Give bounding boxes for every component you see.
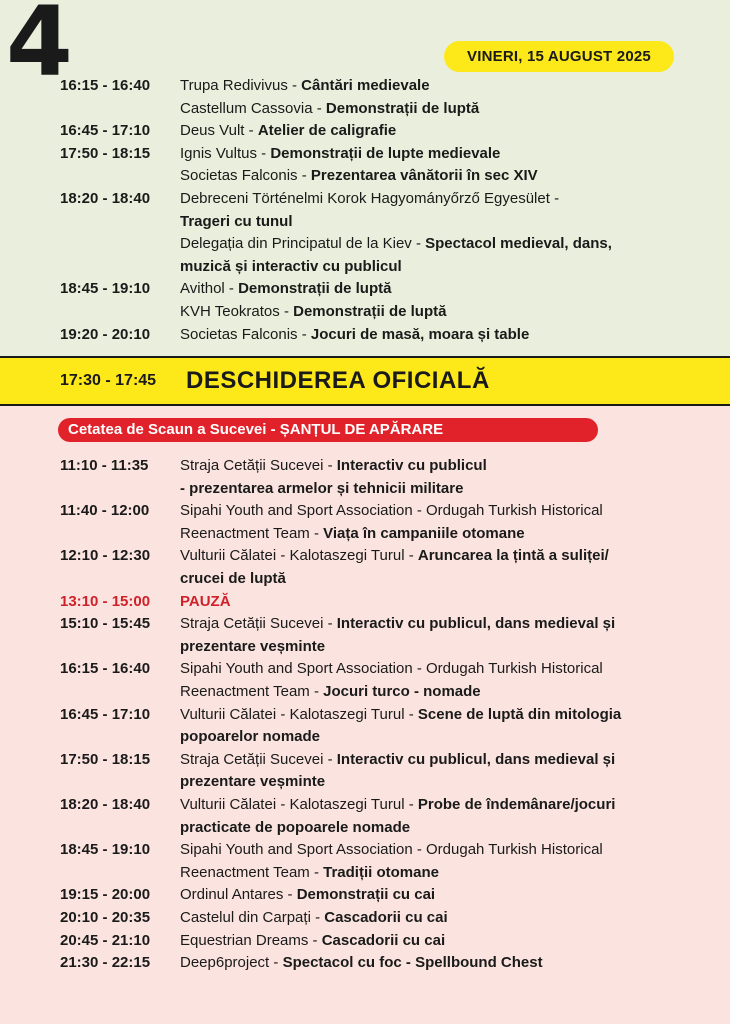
group-name: Castellum Cassovia - <box>180 99 326 117</box>
schedule-row <box>0 455 730 477</box>
group-name: Societas Falconis - <box>180 167 311 185</box>
schedule-activity <box>180 165 538 187</box>
schedule-time: 11:10 - 11:35 <box>60 457 149 474</box>
schedule-activity <box>180 681 481 703</box>
schedule-time: 20:45 - 21:10 <box>60 931 151 949</box>
activity-title: prezentare veșminte <box>180 773 326 791</box>
activity-title: Atelier de caligrafie <box>257 122 397 140</box>
schedule-activity <box>180 568 286 590</box>
schedule-activity <box>180 256 402 278</box>
schedule-row <box>0 749 730 771</box>
schedule-time: 15:10 - 15:45 <box>60 615 151 633</box>
schedule-row <box>0 301 730 323</box>
activity-title: Demonstrații de luptă <box>325 99 480 117</box>
activity-title: Trageri cu tunul <box>180 212 293 230</box>
schedule-row <box>0 794 730 816</box>
activity-title: Interactiv cu publicul, dans medieval și <box>336 750 616 768</box>
schedule-row <box>0 771 730 793</box>
group-name: Castelul din Carpați - <box>180 909 325 926</box>
group-name: Sipahi Youth and Sport Association - Ordugah Turkish Historical <box>180 502 603 520</box>
schedule-time: 12:10 - 12:30 <box>60 547 151 565</box>
schedule-time: 19:15 - 20:00 <box>60 886 151 904</box>
activity-title: Aruncarea la țintă a suliței/ <box>417 547 609 565</box>
activity-title: Viața în campaniile otomane <box>323 524 525 542</box>
activity-title: Demonstrații de luptă <box>238 280 392 298</box>
schedule-activity <box>180 500 603 522</box>
opening-title: DESCHIDEREA OFICIALĂ <box>186 367 490 394</box>
schedule-row <box>0 658 730 680</box>
schedule-activity <box>180 98 479 120</box>
group-name: Vulturii Călatei - Kalotaszegi Turul - <box>180 705 418 723</box>
group-name: Vulturii Călatei - Kalotaszegi Turul - <box>180 796 418 813</box>
group-name: Reenactment Team - <box>180 683 324 700</box>
activity-title: Jocuri turco - nomade <box>323 683 481 700</box>
schedule-row <box>0 188 730 210</box>
schedule-row <box>0 211 730 233</box>
page-number: 4 <box>6 0 69 98</box>
schedule-time: 16:45 - 17:10 <box>60 705 151 723</box>
activity-title: practicate de popoarele nomade <box>180 818 411 836</box>
schedule-activity <box>180 771 325 793</box>
activity-title: - prezentarea armelor și tehnicii militare <box>180 479 464 497</box>
schedule-row <box>0 613 730 635</box>
schedule-activity <box>180 120 396 142</box>
schedule-row <box>0 636 730 658</box>
schedule-activity <box>180 613 615 635</box>
schedule-activity <box>180 143 500 165</box>
schedule-activity <box>180 726 320 748</box>
group-name: Ordinul Antares - <box>180 886 297 904</box>
schedule-activity <box>180 884 435 906</box>
activity-title: Prezentarea vânătorii în sec XIV <box>310 167 538 185</box>
schedule-activity <box>180 749 615 771</box>
schedule-time: 18:45 - 19:10 <box>60 841 151 859</box>
schedule-activity <box>180 591 231 613</box>
schedule-activity <box>180 211 293 233</box>
group-name: Vulturii Călatei - Kalotaszegi Turul - <box>180 547 418 565</box>
activity-title: muzică și interactiv cu publicul <box>180 257 402 275</box>
schedule-activity <box>180 658 603 680</box>
schedule-row <box>0 256 730 278</box>
schedule-activity <box>180 930 445 952</box>
activity-title: Demonstrații de lupte medievale <box>270 144 501 162</box>
schedule-row <box>0 884 730 906</box>
group-name: Delegația din Principatul de la Kiev - <box>180 235 426 253</box>
schedule-activity <box>180 478 463 500</box>
schedule-activity <box>180 704 621 726</box>
schedule-row <box>0 478 730 500</box>
schedule-time: 18:45 - 19:10 <box>60 280 151 298</box>
schedule-row <box>0 545 730 567</box>
schedule-row <box>0 681 730 703</box>
group-name: Reenactment Team - <box>180 524 324 542</box>
top-schedule-section <box>0 0 730 356</box>
group-name: Reenactment Team - <box>180 863 324 881</box>
activity-title: Cascadorii cu cai <box>324 909 448 926</box>
group-name: Trupa Redivivus - <box>180 77 302 94</box>
opening-banner <box>0 356 730 406</box>
schedule-activity <box>180 233 612 255</box>
schedule-time: 13:10 - 15:00 <box>60 592 151 610</box>
schedule-row <box>0 817 730 839</box>
schedule-activity <box>180 839 603 861</box>
schedule-activity <box>180 862 439 884</box>
schedule-row <box>0 907 730 929</box>
schedule-row <box>0 120 730 142</box>
activity-title: crucei de luptă <box>180 570 286 587</box>
schedule-activity <box>180 817 410 839</box>
activity-title: popoarelor nomade <box>180 728 321 746</box>
group-name: Sipahi Youth and Sport Association - Ordugah Turkish Historical <box>180 841 603 859</box>
schedule-time: 17:50 - 18:15 <box>60 750 151 768</box>
activity-title: Cascadorii cu cai <box>321 931 446 949</box>
schedule-row <box>0 726 730 748</box>
group-name: Straja Cetății Sucevei - <box>180 457 337 474</box>
schedule-row <box>0 98 730 120</box>
schedule-row <box>0 278 730 300</box>
group-name: Straja Cetății Sucevei - <box>180 615 337 633</box>
schedule-row <box>0 75 730 97</box>
activity-title: Scene de luptă din mitologia <box>417 705 622 723</box>
schedule-activity <box>180 907 448 929</box>
schedule-activity <box>180 523 525 545</box>
schedule-row <box>0 165 730 187</box>
schedule-row <box>0 500 730 522</box>
group-name: KVH Teokratos - <box>180 303 294 320</box>
group-name: Straja Cetății Sucevei - <box>180 750 337 768</box>
location-badge: Cetatea de Scaun a Sucevei - ȘANȚUL DE APĂRARE <box>58 418 598 442</box>
schedule-activity <box>180 75 430 97</box>
activity-title: Probe de îndemânare/jocuri <box>417 796 616 813</box>
schedule-activity <box>180 794 615 816</box>
activity-title: Demonstrații cu cai <box>296 886 436 904</box>
schedule-activity <box>180 455 487 477</box>
schedule-row <box>0 839 730 861</box>
schedule-time: 18:20 - 18:40 <box>60 190 151 207</box>
schedule-row <box>0 143 730 165</box>
activity-title: Spectacol medieval, dans, <box>425 235 612 253</box>
schedule-activity <box>180 324 529 346</box>
schedule-time: 16:15 - 16:40 <box>60 660 151 678</box>
group-name: Equestrian Dreams - <box>180 931 322 949</box>
schedule-time: 11:40 - 12:00 <box>60 502 150 520</box>
schedule-activity <box>180 636 325 658</box>
schedule-time: 18:20 - 18:40 <box>60 796 151 813</box>
activity-title: Demonstrații de luptă <box>293 303 447 320</box>
activity-title: Jocuri de masă, moara și table <box>310 325 530 343</box>
schedule-time: 20:10 - 20:35 <box>60 909 151 926</box>
group-name: Avithol - <box>180 280 239 298</box>
schedule-activity <box>180 301 446 323</box>
group-name: Deus Vult - <box>180 122 258 140</box>
schedule-row <box>0 568 730 590</box>
activity-title: Tradiții otomane <box>323 863 439 881</box>
activity-title: PAUZĂ <box>180 592 231 610</box>
date-badge: VINERI, 15 AUGUST 2025 <box>444 41 674 72</box>
schedule-activity <box>180 952 543 974</box>
schedule-row <box>0 591 730 613</box>
schedule-time: 16:45 - 17:10 <box>60 122 151 140</box>
schedule-time: 21:30 - 22:15 <box>60 954 151 972</box>
schedule-row <box>0 523 730 545</box>
group-name: Sipahi Youth and Sport Association - Ordugah Turkish Historical <box>180 660 603 678</box>
schedule-row <box>0 862 730 884</box>
activity-title: Interactiv cu publicul <box>336 457 487 474</box>
schedule-row <box>0 952 730 974</box>
schedule-row <box>0 704 730 726</box>
schedule-row <box>0 930 730 952</box>
schedule-activity <box>180 278 391 300</box>
schedule-time: 19:20 - 20:10 <box>60 325 151 343</box>
activity-title: Cântări medievale <box>301 77 430 94</box>
schedule-time: 16:15 - 16:40 <box>60 77 151 94</box>
group-name: Societas Falconis - <box>180 325 311 343</box>
bottom-schedule-section <box>0 406 730 1024</box>
schedule-row <box>0 233 730 255</box>
schedule-row <box>0 324 730 346</box>
group-name: Debreceni Történelmi Korok Hagyományőrző Egyesület - <box>180 190 560 207</box>
schedule-activity <box>180 545 609 567</box>
activity-title: prezentare veșminte <box>180 637 326 655</box>
opening-time: 17:30 - 17:45 <box>60 372 157 389</box>
activity-title: Spectacol cu foc - Spellbound Chest <box>282 954 543 972</box>
group-name: Ignis Vultus - <box>180 144 271 162</box>
schedule-time: 17:50 - 18:15 <box>60 144 151 162</box>
group-name: Deep6project - <box>180 954 283 972</box>
schedule-activity <box>180 188 559 210</box>
activity-title: Interactiv cu publicul, dans medieval și <box>336 615 616 633</box>
